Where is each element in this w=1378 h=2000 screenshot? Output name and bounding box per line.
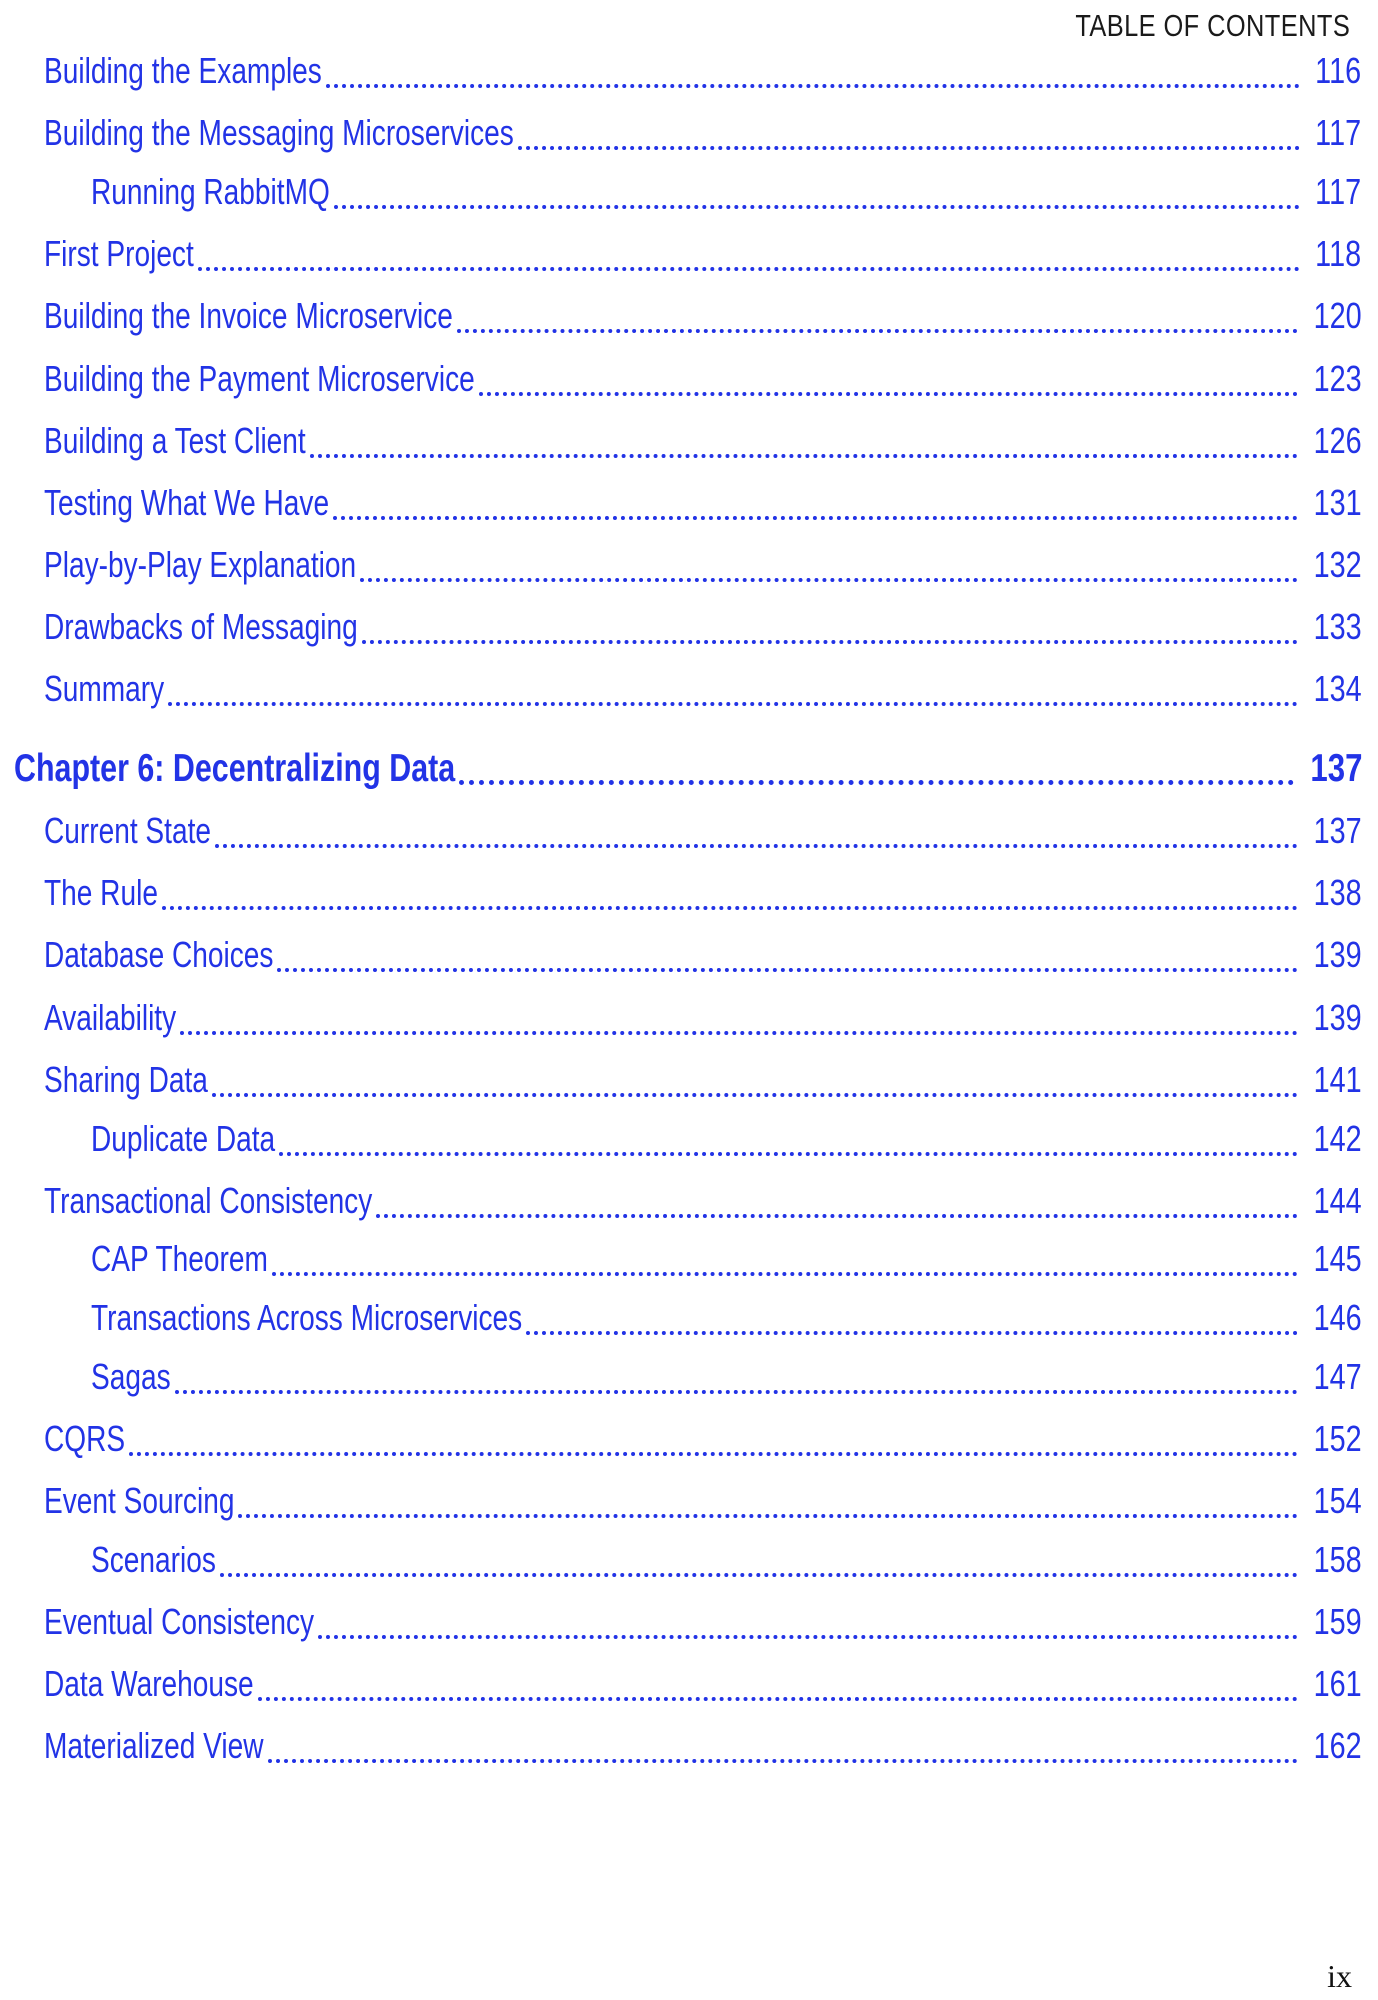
toc-entry[interactable] bbox=[44, 1059, 1362, 1109]
dot-leader bbox=[326, 84, 1300, 88]
toc-entry[interactable] bbox=[44, 1480, 1362, 1530]
toc-entry-page: 152 bbox=[1313, 1418, 1362, 1459]
toc-entry[interactable] bbox=[44, 420, 1362, 470]
toc-entry-title: Building the Invoice Microservice bbox=[44, 295, 453, 336]
toc-entry[interactable] bbox=[91, 1356, 1362, 1406]
dot-leader bbox=[526, 1331, 1298, 1335]
dot-leader bbox=[268, 1759, 1298, 1763]
toc-entry-page: 139 bbox=[1313, 934, 1362, 975]
dot-leader bbox=[479, 392, 1298, 396]
dot-leader bbox=[162, 906, 1298, 910]
toc-entry-title: Sagas bbox=[91, 1356, 171, 1397]
page-number: ix bbox=[1327, 1958, 1352, 1994]
toc-entry-title: Current State bbox=[44, 810, 212, 851]
toc-entry-title: Building the Examples bbox=[44, 50, 322, 91]
toc-entry-title: Building a Test Client bbox=[44, 420, 306, 461]
toc-entry-title: First Project bbox=[44, 233, 194, 274]
toc-entry-title: Testing What We Have bbox=[44, 482, 330, 523]
toc-entry-title: Scenarios bbox=[91, 1539, 216, 1580]
toc-entry-title: Running RabbitMQ bbox=[91, 171, 330, 212]
toc-entry-title: The Rule bbox=[44, 872, 158, 913]
toc-entry[interactable] bbox=[44, 1663, 1362, 1713]
running-header: TABLE OF CONTENTS bbox=[1075, 8, 1350, 43]
toc-entry-page: 161 bbox=[1313, 1663, 1362, 1704]
toc-entry-page: 147 bbox=[1313, 1356, 1362, 1397]
toc-entry[interactable] bbox=[44, 1418, 1362, 1468]
toc-entry-title: Drawbacks of Messaging bbox=[44, 606, 358, 647]
dot-leader bbox=[459, 780, 1294, 785]
toc-entry-page: 154 bbox=[1313, 1480, 1362, 1521]
toc-entry-title: Data Warehouse bbox=[44, 1663, 254, 1704]
toc-entry-page: 137 bbox=[1310, 747, 1363, 790]
toc-entry-title: Database Choices bbox=[44, 934, 274, 975]
toc-entry-title: Availability bbox=[44, 997, 177, 1038]
toc-entry-page: 123 bbox=[1313, 358, 1362, 399]
dot-leader bbox=[215, 844, 1298, 848]
toc-entry-title: Eventual Consistency bbox=[44, 1601, 315, 1642]
toc-entry[interactable] bbox=[44, 1601, 1362, 1651]
toc-entry-title: Transactions Across Microservices bbox=[91, 1297, 523, 1338]
dot-leader bbox=[277, 968, 1297, 972]
toc-chapter-entry[interactable] bbox=[14, 747, 1363, 797]
toc-entry-page: 120 bbox=[1313, 295, 1362, 336]
dot-leader bbox=[360, 578, 1298, 582]
dot-leader bbox=[362, 640, 1298, 644]
toc-entry-page: 145 bbox=[1313, 1238, 1362, 1279]
toc-entry-title: Building the Messaging Microservices bbox=[44, 112, 514, 153]
dot-leader bbox=[518, 146, 1300, 150]
dot-leader bbox=[180, 1031, 1298, 1035]
dot-leader bbox=[376, 1214, 1298, 1218]
toc-entry[interactable] bbox=[44, 1180, 1362, 1230]
toc-entry-title: Building the Payment Microservice bbox=[44, 358, 475, 399]
toc-entry[interactable] bbox=[44, 295, 1362, 345]
toc-entry-title: CQRS bbox=[44, 1418, 126, 1459]
toc-entry[interactable] bbox=[91, 1118, 1362, 1168]
dot-leader bbox=[238, 1514, 1298, 1518]
toc-entry-page: 134 bbox=[1313, 668, 1362, 709]
toc-entry[interactable] bbox=[44, 544, 1362, 594]
toc-entry-page: 158 bbox=[1313, 1539, 1362, 1580]
toc-entry[interactable] bbox=[91, 1238, 1362, 1288]
toc-entry[interactable] bbox=[91, 171, 1362, 221]
toc-entry-page: 142 bbox=[1313, 1118, 1362, 1159]
dot-leader bbox=[457, 329, 1298, 333]
toc-entry-page: 138 bbox=[1313, 872, 1362, 913]
toc-entry-title: Chapter 6: Decentralizing Data bbox=[14, 747, 456, 790]
toc-entry[interactable] bbox=[91, 1539, 1362, 1589]
toc-entry-page: 132 bbox=[1313, 544, 1362, 585]
toc-entry[interactable] bbox=[44, 934, 1362, 984]
dot-leader bbox=[272, 1272, 1298, 1276]
dot-leader bbox=[279, 1152, 1298, 1156]
toc-entry[interactable] bbox=[44, 606, 1362, 656]
dot-leader bbox=[220, 1573, 1298, 1577]
toc-entry-title: Sharing Data bbox=[44, 1059, 208, 1100]
toc-entry-page: 117 bbox=[1315, 112, 1362, 153]
toc-entry-title: Duplicate Data bbox=[91, 1118, 276, 1159]
toc-entry-title: CAP Theorem bbox=[91, 1238, 268, 1279]
toc-entry-page: 117 bbox=[1315, 171, 1362, 212]
toc-entry-page: 116 bbox=[1315, 50, 1362, 91]
toc-entry-page: 162 bbox=[1313, 1725, 1362, 1766]
dot-leader bbox=[198, 267, 1300, 271]
toc-entry[interactable] bbox=[44, 50, 1362, 100]
toc-entry-page: 144 bbox=[1313, 1180, 1362, 1221]
toc-entry-page: 139 bbox=[1313, 997, 1362, 1038]
toc-entry-title: Materialized View bbox=[44, 1725, 264, 1766]
toc-entry[interactable] bbox=[44, 810, 1362, 860]
toc-entry-title: Event Sourcing bbox=[44, 1480, 235, 1521]
dot-leader bbox=[168, 702, 1298, 706]
toc-entry-page: 141 bbox=[1313, 1059, 1362, 1100]
dot-leader bbox=[175, 1390, 1298, 1394]
toc-entry-title: Transactional Consistency bbox=[44, 1180, 373, 1221]
toc-entry[interactable] bbox=[44, 668, 1362, 718]
dot-leader bbox=[212, 1093, 1298, 1097]
toc-entry[interactable] bbox=[44, 1725, 1362, 1775]
toc-entry-title: Play-by-Play Explanation bbox=[44, 544, 357, 585]
toc-entry-page: 159 bbox=[1313, 1601, 1362, 1642]
dot-leader bbox=[258, 1697, 1298, 1701]
toc-entry-page: 131 bbox=[1313, 482, 1362, 523]
dot-leader bbox=[129, 1452, 1298, 1456]
toc-entry[interactable] bbox=[44, 358, 1362, 408]
toc-entry[interactable] bbox=[44, 872, 1362, 922]
dot-leader bbox=[334, 205, 1300, 209]
toc-entry[interactable] bbox=[44, 997, 1362, 1047]
toc-entry[interactable] bbox=[44, 112, 1362, 162]
toc-entry[interactable] bbox=[91, 1297, 1362, 1347]
dot-leader bbox=[318, 1635, 1298, 1639]
toc-entry-page: 126 bbox=[1313, 420, 1362, 461]
toc-entry-title: Summary bbox=[44, 668, 165, 709]
toc-entry[interactable] bbox=[44, 482, 1362, 532]
toc-entry-page: 146 bbox=[1313, 1297, 1362, 1338]
dot-leader bbox=[310, 454, 1298, 458]
toc-entry-page: 118 bbox=[1315, 233, 1362, 274]
toc-entry-page: 133 bbox=[1313, 606, 1362, 647]
toc-entry-page: 137 bbox=[1313, 810, 1362, 851]
dot-leader bbox=[333, 516, 1298, 520]
toc-entry[interactable] bbox=[44, 233, 1362, 283]
